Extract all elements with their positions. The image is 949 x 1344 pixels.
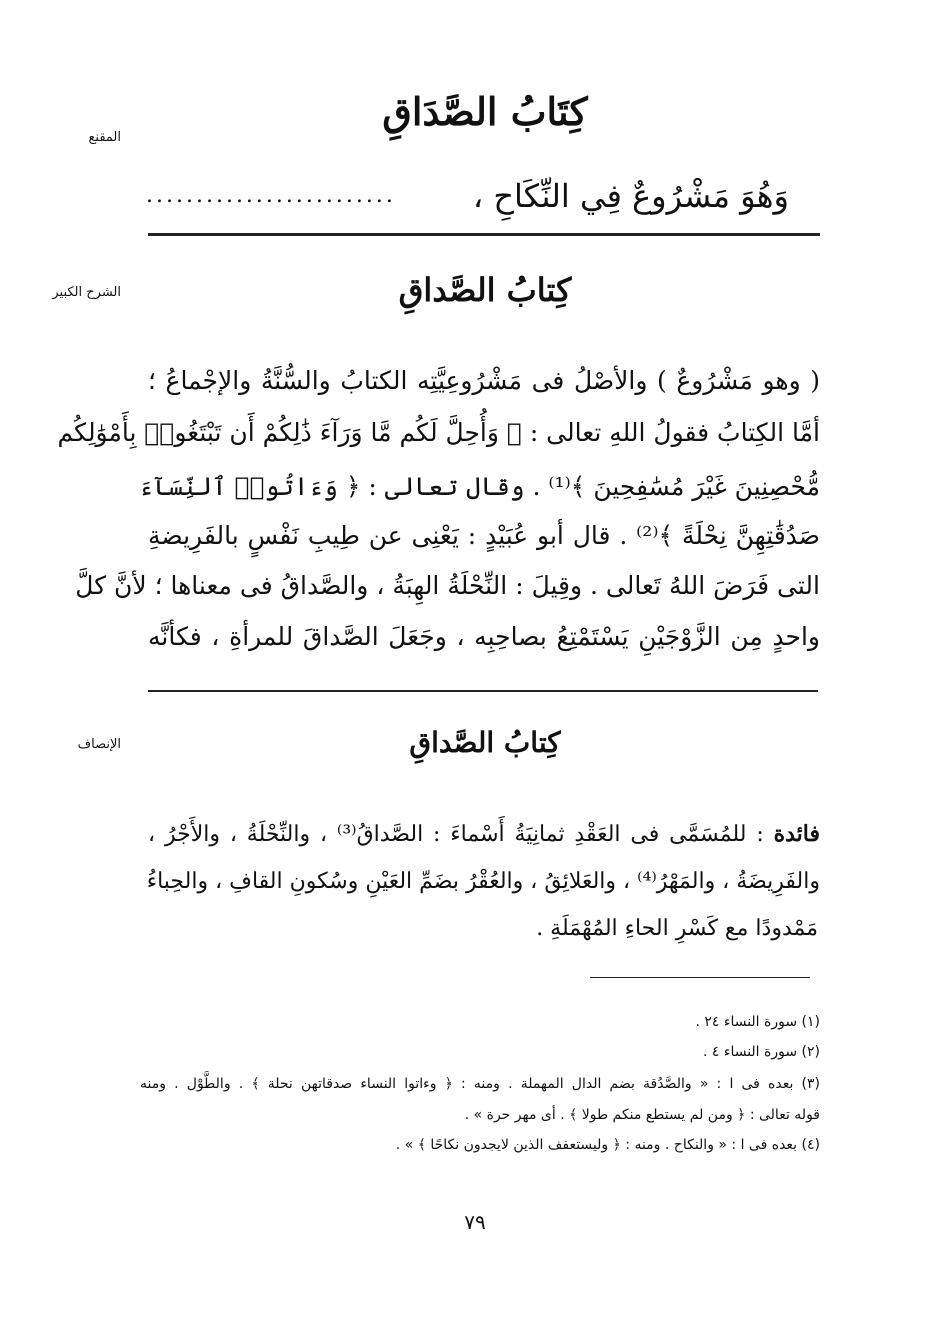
sharh-line: صَدُقَٰتِهِنَّ نِحْلَةً ﴾⁽²⁾ . قال أبو عُبَيْدٍ : يَعْنِى عن طِيبِ نَفْسٍ بالفَرِيضةِ: [148, 521, 820, 550]
side-label-sharh: الشرح الكبير: [52, 285, 121, 300]
insaf-line: [148, 812, 820, 856]
insaf-first-line-rest: : للمُسَمَّى فى العَقْدِ ثمانِيَةُ أَسْماءَ : الصَّداقُ⁽³⁾ ، والنِّحْلَةُ ، والأَجْرُ ،: [148, 822, 764, 847]
footnote-divider: [590, 977, 810, 978]
sharh-line: مُّحْصِنِينَ غَيْرَ مُسَٰفِحِينَ ﴾⁽¹⁾ . وقال تعالى : ﴿ وَءَاتُوا۟ ٱلنِّسَآءَ: [138, 472, 820, 501]
sharh-title: كِتابُ الصَّداقِ: [398, 271, 572, 309]
muqni-dots: .........................: [146, 183, 396, 208]
sharh-line: واحدٍ مِن الزَّوْجَيْنِ يَسْتَمْتِعُ بصاحِبِه ، وجَعَلَ الصَّداقَ للمرأةِ ، فكأنَّه: [148, 622, 820, 651]
side-label-muqni: المقنع: [88, 130, 121, 145]
page-number: ٧٩: [464, 1210, 486, 1234]
sharh-line: ( وهو مَشْرُوعٌ ) والأصْلُ فى مَشْرُوعِيَّتِه الكتابُ والسُّنَّةُ والإجْماعُ ؛: [148, 366, 820, 395]
sharh-line: التى فَرَضَ اللهُ تَعالى . وقِيلَ : النِّحْلَةُ الهِبَةُ ، والصَّداقُ فى معناها ؛ لأنَّ كلَّ: [75, 571, 820, 600]
footnote-3-continued: قوله تعالى : ﴿ ومن لم يستطع منكم طولا ﴾ . أى مهر حرة » .: [464, 1107, 820, 1123]
footnote-3: (٣) بعده فى ا : « والصَّدُقة بضم الدال المهملة . ومنه : ﴿ وءاتوا النساء صدقاتهن نحلة ﴾ . والطَّوْل . ومنه: [140, 1076, 820, 1092]
muqni-text: وَهُوَ مَشْرُوعٌ فِي النِّكَاحِ ،: [472, 177, 789, 215]
insaf-title: كِتابُ الصَّداقِ: [409, 726, 561, 759]
footnote-2: (٢) سورة النساء ٤ .: [702, 1044, 820, 1060]
side-label-insaf: الإنصاف: [77, 737, 121, 752]
sharh-divider: [148, 690, 818, 692]
footnote-1: (١) سورة النساء ٢٤ .: [695, 1014, 820, 1030]
insaf-line: مَمْدودًا مع كَسْرِ الحاءِ المُهْمَلَةِ .: [536, 916, 818, 941]
muqni-divider: [148, 233, 820, 236]
insaf-first-word: فائدة: [773, 821, 821, 847]
insaf-line: والفَرِيضَةُ ، والمَهْرُ⁽⁴⁾ ، والعَلائِقُ ، والعُقْرُ بضَمِّ العَيْنِ وسُكونِ القافِ ، والحِباءُ: [146, 869, 820, 894]
footnote-4: (٤) بعده فى ا : « والنكاح . ومنه : ﴿ وليستعفف الذين لايجدون نكاحًا ﴾ » .: [395, 1137, 820, 1153]
sharh-line: أمَّا الكِتابُ فقولُ اللهِ تعالى : ﴿ وَأُحِلَّ لَكُم مَّا وَرَآءَ ذَٰلِكُمْ أَن تَبْتَغُوا۟ بِأَمْوَٰلِكُم: [57, 418, 820, 447]
muqni-title: كِتَابُ الصَّدَاقِ: [382, 89, 588, 134]
